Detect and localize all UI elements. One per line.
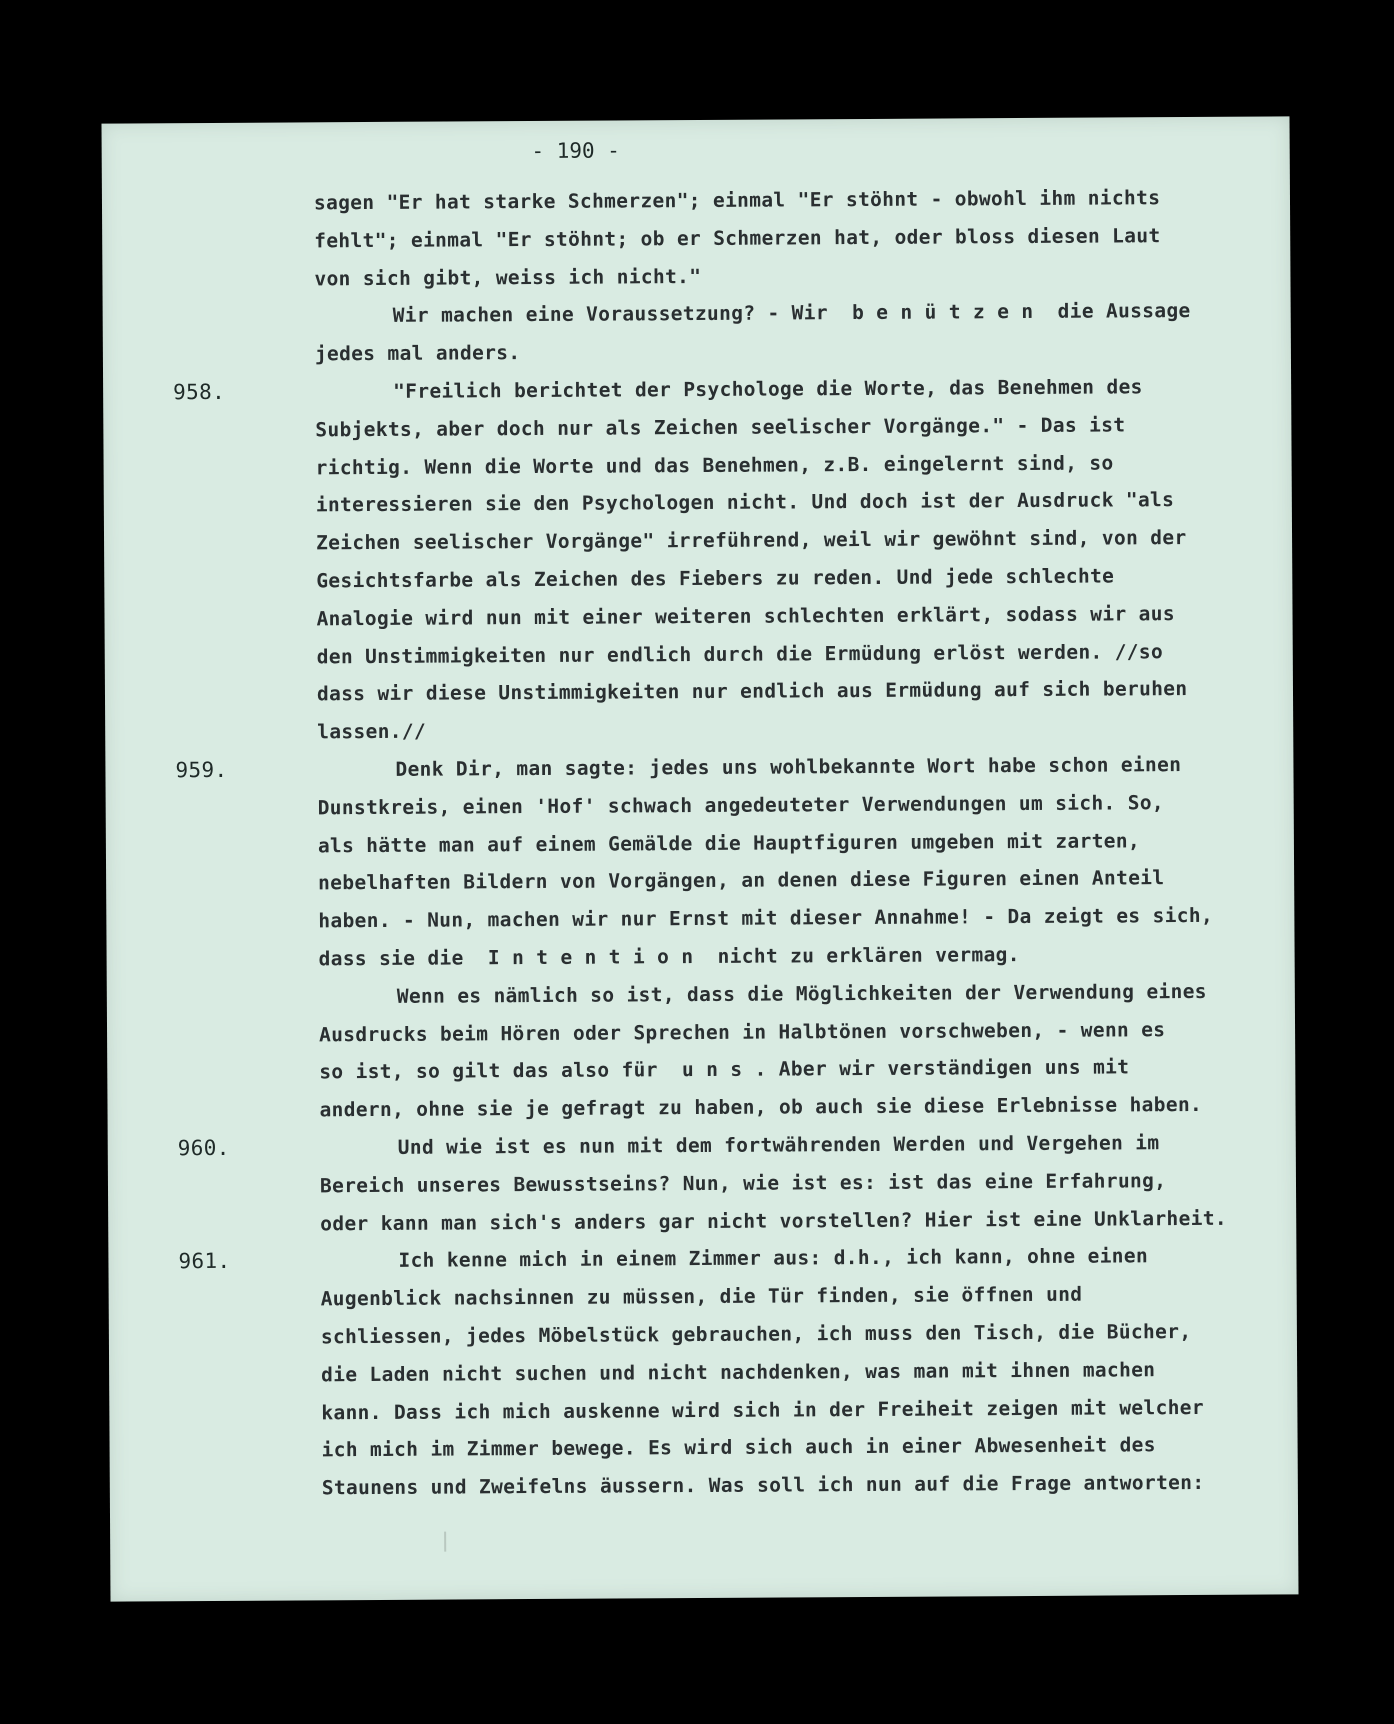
- text-line: [315, 443, 1275, 487]
- text-line: [319, 972, 1279, 1016]
- line-text: Zeichen seelischer Vorgänge" irreführend, weil wir gewöhnt sind, von der: [315, 526, 1187, 555]
- line-text: die Laden nicht suchen und nicht nachdenken, was man mit ihnen machen: [321, 1357, 1156, 1387]
- page-body: [173, 178, 1282, 1507]
- text-line: [314, 216, 1274, 260]
- text-line: [319, 1086, 1279, 1130]
- text-line: [316, 556, 1276, 600]
- line-text: interessieren sie den Psychologen nicht. Und doch ist der Ausdruck "als: [315, 488, 1175, 517]
- text-line: [318, 859, 1278, 903]
- text-line: [316, 481, 1276, 525]
- line-text: Wir machen eine Voraussetzung? - Wir b e n ü t z e n die Aussage: [392, 299, 1191, 328]
- line-text: Bereich unseres Bewusstseins? Nun, wie ist es: ist das eine Erfahrung,: [319, 1168, 1167, 1198]
- paragraph-number: 958.: [173, 379, 226, 405]
- pencil-mark: [444, 1532, 446, 1552]
- line-text: Ich kenne mich in einem Zimmer aus: d.h., ich kann, ohne einen: [398, 1244, 1149, 1273]
- line-text: als hätte man auf einem Gemälde die Hauptfiguren umgeben mit zarten,: [317, 828, 1141, 857]
- text-line: [319, 1010, 1279, 1054]
- line-text: Wenn es nämlich so ist, dass die Möglichkeiten der Verwendung eines: [396, 979, 1207, 1008]
- text-line: [321, 1350, 1281, 1394]
- line-text: Dunstkreis, einen 'Hof' schwach angedeuteter Verwendungen um sich. So,: [317, 790, 1165, 820]
- text-line: [317, 632, 1277, 676]
- text-line: [314, 178, 1274, 222]
- text-line: [322, 1464, 1282, 1508]
- text-line: [320, 1199, 1280, 1243]
- line-text: so ist, so gilt das also für u n s . Aber wir verständigen uns mit: [319, 1055, 1130, 1084]
- text-line: [317, 708, 1277, 752]
- text-line: [321, 1426, 1281, 1470]
- text-line: [320, 1161, 1280, 1205]
- line-text: Denk Dir, man sagte: jedes uns wohlbekannte Wort habe schon einen: [395, 753, 1182, 781]
- line-text: kann. Dass ich mich auskenne wird sich in der Freiheit zeigen mit welcher: [321, 1395, 1205, 1424]
- line-text: Und wie ist es nun mit dem fortwährenden Werden und Vergehen im: [397, 1131, 1160, 1159]
- line-text: haben. - Nun, machen wir nur Ernst mit dieser Annahme! - Da zeigt es sich,: [318, 904, 1214, 933]
- text-line: [175, 745, 1277, 789]
- paragraph-number: 961.: [178, 1249, 231, 1274]
- line-text: den Unstimmigkeiten nur endlich durch die Ermüdung erlöst werden. //so: [316, 639, 1164, 668]
- text-line: [316, 594, 1276, 638]
- line-text: nebelhaften Bildern von Vorgängen, an denen diese Figuren einen Anteil: [318, 866, 1165, 895]
- line-text: schliessen, jedes Möbelstück gebrauchen, ich muss den Tisch, die Bücher,: [320, 1319, 1192, 1349]
- text-line: [314, 254, 1274, 298]
- text-line: [177, 1123, 1280, 1167]
- line-text: Staunens und Zweifelns äussern. Was soll ich nun auf die Frage antworten:: [321, 1471, 1205, 1500]
- line-text: lassen.//: [317, 719, 427, 744]
- text-line: [173, 367, 1275, 411]
- line-text: jedes mal anders.: [314, 341, 521, 366]
- text-line: [318, 821, 1278, 865]
- text-line: [315, 330, 1275, 374]
- paragraph-number: 959.: [175, 757, 228, 783]
- line-text: von sich gibt, weiss ich nicht.": [314, 264, 702, 290]
- line-text: andern, ohne sie je gefragt zu haben, ob auch sie diese Erlebnisse haben.: [319, 1093, 1203, 1122]
- line-text: dass wir diese Unstimmigkeiten nur endlich aus Ermüdung auf sich beruhen: [316, 677, 1188, 706]
- text-line: [319, 1048, 1279, 1092]
- line-text: Augenblick nachsinnen zu müssen, die Tür finden, sie öffnen und: [320, 1282, 1083, 1311]
- text-line: [321, 1275, 1281, 1319]
- text-line: [321, 1312, 1281, 1356]
- line-text: "Freilich berichtet der Psychologe die Worte, das Benehmen des: [393, 375, 1143, 403]
- line-text: Analogie wird nun mit einer weiteren schlechten erklärt, sodass wir aus: [316, 601, 1175, 631]
- line-text: Gesichtsfarbe als Zeichen des Fiebers zu reden. Und jede schlechte: [316, 564, 1115, 593]
- line-text: sagen "Er hat starke Schmerzen"; einmal "Er stöhnt - obwohl ihm nichts: [313, 186, 1161, 215]
- text-line: [316, 519, 1276, 563]
- line-text: Subjekts, aber doch nur als Zeichen seelischer Vorgänge." - Das ist: [315, 413, 1126, 442]
- typewritten-page: [101, 116, 1298, 1601]
- line-text: ich mich im Zimmer bewege. Es wird sich auch in einer Abwesenheit des: [321, 1433, 1156, 1462]
- line-text: oder kann man sich's anders gar nicht vorstellen? Hier ist eine Unklarheit.: [320, 1206, 1228, 1235]
- text-line: [315, 405, 1275, 449]
- text-line: [178, 1237, 1280, 1281]
- text-line: [318, 934, 1278, 978]
- text-line: [315, 292, 1275, 336]
- line-text: richtig. Wenn die Worte und das Benehmen, z.B. eingelernt sind, so: [315, 451, 1114, 479]
- text-line: [317, 670, 1277, 714]
- line-text: Ausdrucks beim Hören oder Sprechen in Halbtönen vorschweben, - wenn es: [318, 1017, 1166, 1046]
- paragraph-number: 960.: [177, 1135, 230, 1161]
- line-text: fehlt"; einmal "Er stöhnt; ob er Schmerzen hat, oder bloss diesen Laut: [314, 223, 1161, 253]
- page-number: - 190 -: [531, 138, 620, 164]
- text-line: [318, 783, 1278, 827]
- text-line: [318, 897, 1278, 941]
- line-text: dass sie die I n t e n t i o n nicht zu erklären vermag.: [318, 942, 1020, 971]
- text-line: [321, 1388, 1281, 1432]
